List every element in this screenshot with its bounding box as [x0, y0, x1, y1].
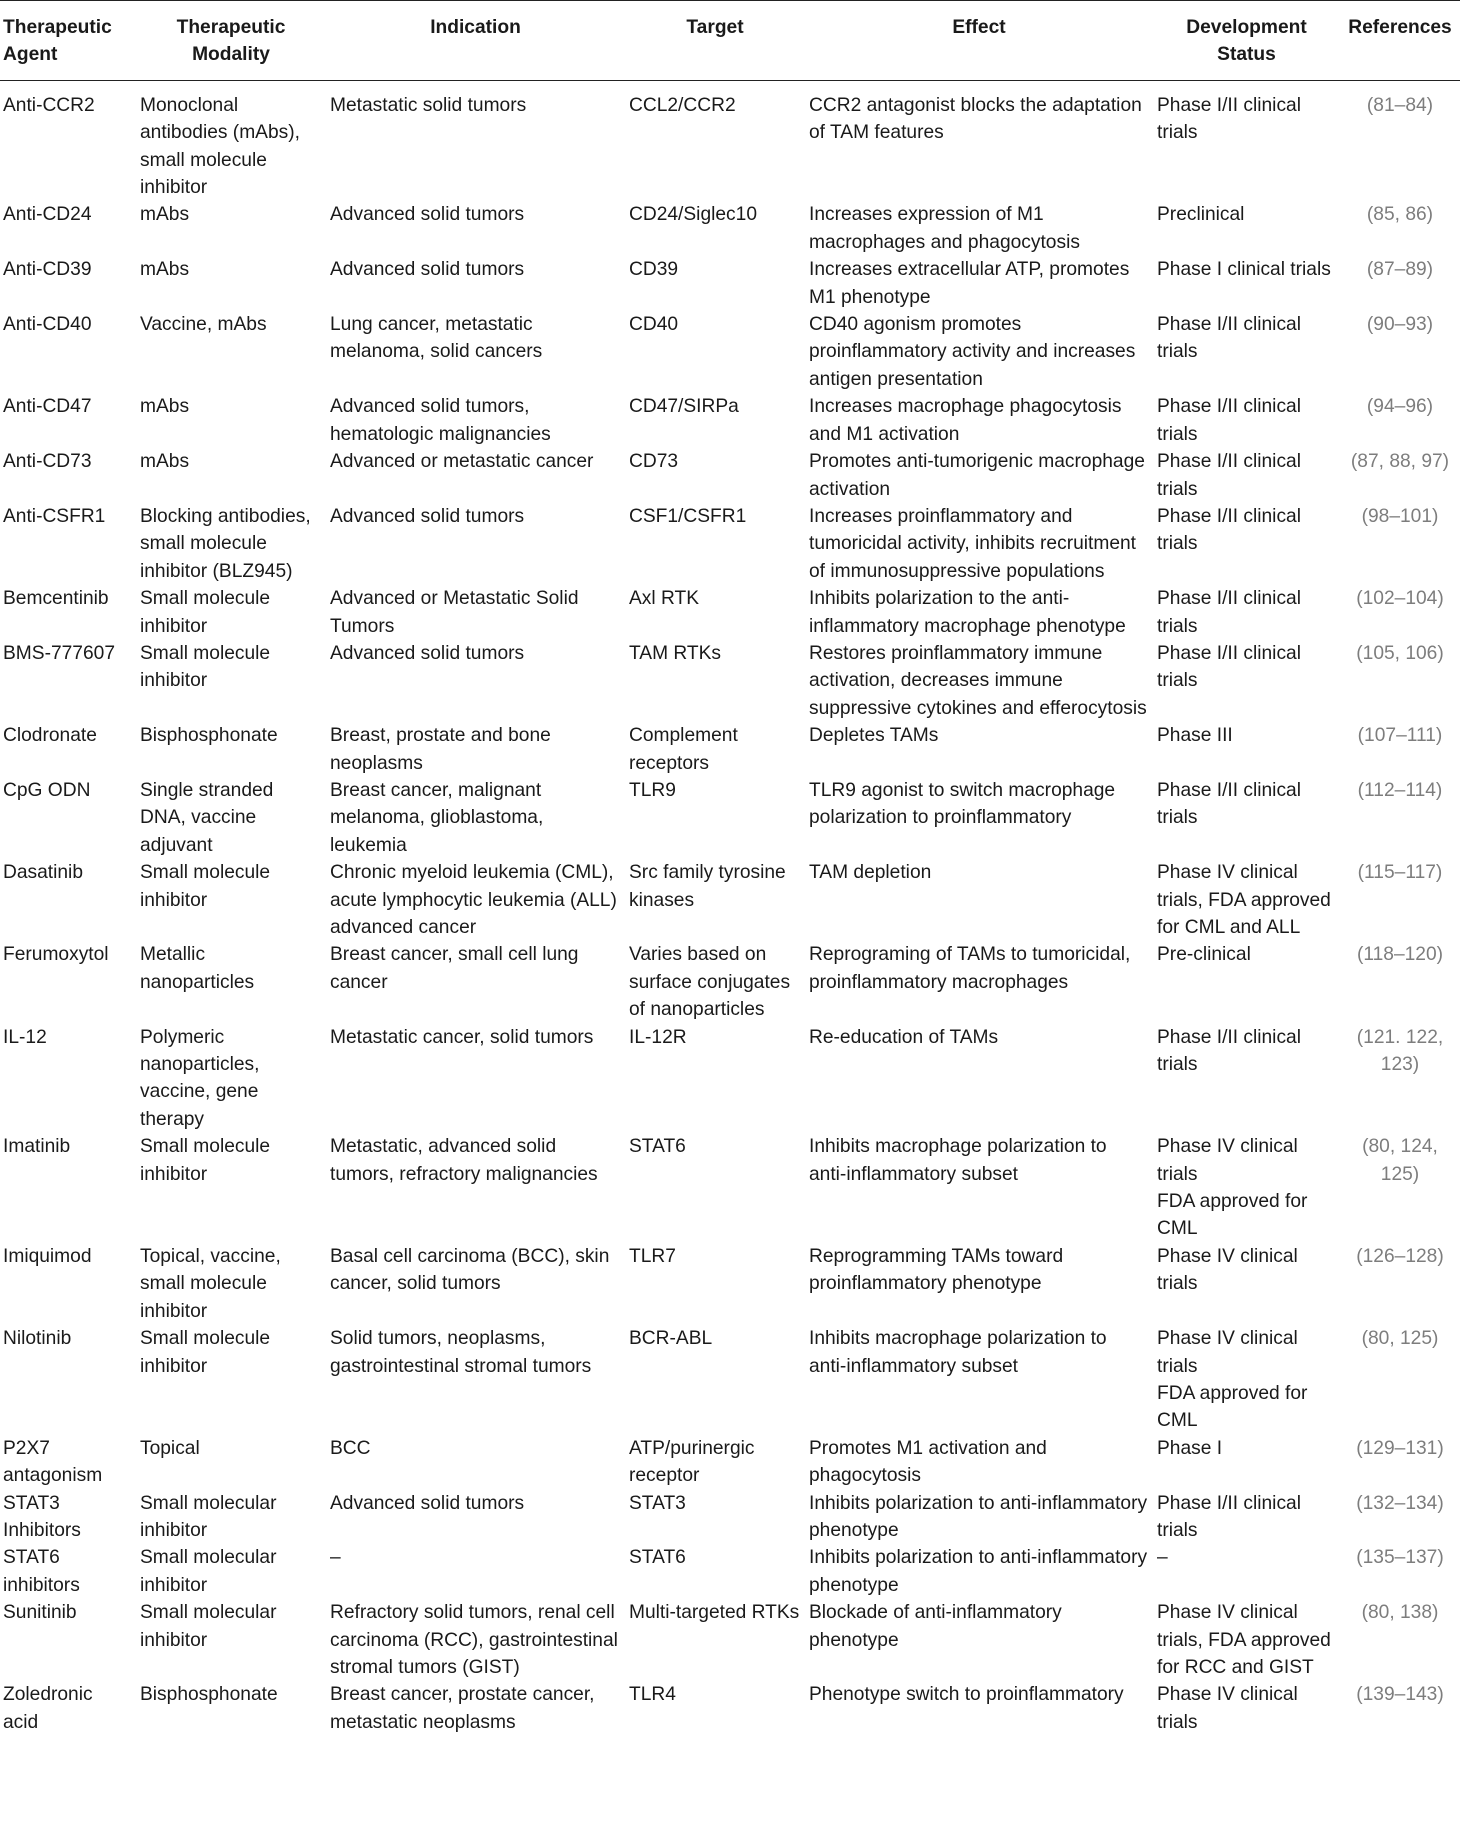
table-row — [0, 1325, 1460, 1435]
cell-target: CD24/Siglec10 — [629, 204, 757, 226]
cell-refs: (105, 106) — [1356, 642, 1444, 664]
cell-status: – — [1157, 1547, 1168, 1569]
cell-modality: Topical — [140, 1437, 200, 1459]
cell-indication: Breast, prostate and bone neoplasms — [330, 725, 551, 774]
table-row — [0, 311, 1460, 393]
cell-refs: (132–134) — [1356, 1492, 1444, 1514]
cell-effect: Re-education of TAMs — [809, 1026, 999, 1048]
status-line: FDA approved for CML — [1157, 1382, 1308, 1432]
cell-agent: Sunitinib — [3, 1602, 77, 1624]
cell-refs: (126–128) — [1356, 1245, 1444, 1267]
col-header-indication: Indication — [326, 1, 625, 81]
cell-effect: Inhibits macrophage polarization to anti-inflammatory subset — [809, 1328, 1107, 1377]
cell-agent: Nilotinib — [3, 1328, 72, 1350]
cell-effect: Blockade of anti-inflammatory phenotype — [809, 1602, 1062, 1651]
cell-status: Phase I/II clinical trials — [1157, 1026, 1301, 1076]
cell-agent: BMS-777607 — [3, 642, 115, 664]
cell-modality: mAbs — [140, 204, 190, 226]
cell-agent: P2X7 antagonism — [3, 1437, 103, 1487]
table-row — [0, 1490, 1460, 1545]
cell-effect: Reprograming of TAMs to tumoricidal, proinflammatory macrophages — [809, 944, 1131, 993]
cell-status: Pre-clinical — [1157, 944, 1251, 966]
cell-effect: Promotes anti-tumorigenic macrophage activation — [809, 451, 1145, 500]
table-row — [0, 1024, 1460, 1134]
cell-status: Phase IV clinical trials — [1157, 1684, 1298, 1733]
header-row — [0, 1, 1460, 81]
cell-target: STAT6 — [629, 1136, 686, 1158]
cell-effect: Increases macrophage phagocytosis and M1 activation — [809, 396, 1122, 445]
cell-modality: mAbs — [140, 396, 190, 418]
cell-agent: Ferumoxytol — [3, 944, 109, 966]
cell-target: Src family tyrosine kinases — [629, 862, 786, 911]
table-body — [0, 80, 1460, 1736]
cell-modality: Small molecule inhibitor — [140, 642, 271, 692]
cell-modality: Polymeric nanoparticles, vaccine, gene therapy — [140, 1026, 260, 1130]
cell-indication: Advanced solid tumors — [330, 259, 525, 281]
table-row — [0, 859, 1460, 941]
table-row — [0, 1544, 1460, 1599]
col-header-target: Target — [625, 1, 805, 81]
cell-status: Phase I clinical trials — [1157, 259, 1331, 281]
cell-target: ATP/purinergic receptor — [629, 1437, 755, 1487]
cell-target: Complement receptors — [629, 725, 738, 774]
cell-target: TLR9 — [629, 779, 676, 801]
cell-refs: (80, 125) — [1361, 1328, 1439, 1350]
cell-status: Phase I/II clinical trials — [1157, 588, 1301, 637]
cell-modality: Small molecular inhibitor — [140, 1602, 277, 1651]
cell-effect: Inhibits polarization to anti-inflammatory phenotype — [809, 1547, 1148, 1596]
cell-status: Phase I/II clinical trials — [1157, 779, 1301, 829]
status-line: Phase IV clinical trials — [1157, 1136, 1298, 1185]
table-row — [0, 448, 1460, 503]
cell-refs: (94–96) — [1366, 396, 1434, 418]
cell-indication: Metastatic cancer, solid tumors — [330, 1026, 594, 1048]
cell-status — [1153, 1325, 1340, 1435]
cell-agent: Anti-CSFR1 — [3, 505, 106, 527]
cell-agent: Anti-CD39 — [3, 259, 92, 281]
cell-indication: Solid tumors, neoplasms, gastrointestinal stromal tumors — [330, 1328, 592, 1377]
cell-target: STAT6 — [629, 1547, 686, 1569]
cell-status: Phase I/II clinical trials — [1157, 451, 1301, 500]
cell-target: CCL2/CCR2 — [629, 94, 736, 116]
cell-modality: Single stranded DNA, vaccine adjuvant — [140, 779, 274, 856]
cell-effect: Restores proinflammatory immune activation, decreases immune suppressive cytokines and efferocytosis — [809, 642, 1147, 719]
cell-status: Phase I/II clinical trials — [1157, 642, 1301, 692]
cell-indication: Advanced or Metastatic Solid Tumors — [330, 588, 579, 637]
cell-agent: Anti-CD73 — [3, 451, 92, 473]
cell-modality: Small molecular inhibitor — [140, 1492, 277, 1541]
table-row — [0, 1435, 1460, 1490]
cell-indication: Breast cancer, prostate cancer, metastatic neoplasms — [330, 1684, 595, 1733]
cell-agent: Clodronate — [3, 725, 97, 747]
cell-status: Phase I/II clinical trials — [1157, 505, 1301, 555]
cell-effect: Depletes TAMs — [809, 725, 939, 747]
cell-agent: Anti-CD24 — [3, 204, 92, 226]
cell-modality: Bisphosphonate — [140, 725, 278, 747]
cell-target: IL-12R — [629, 1026, 687, 1048]
col-header-references: References — [1340, 1, 1460, 81]
table-row — [0, 722, 1460, 777]
cell-agent: Imatinib — [3, 1136, 71, 1158]
cell-refs: (98–101) — [1361, 505, 1439, 527]
cell-effect: Inhibits macrophage polarization to anti-inflammatory subset — [809, 1136, 1107, 1185]
cell-modality: Blocking antibodies, small molecule inhibitor (BLZ945) — [140, 505, 311, 582]
cell-modality: Bisphosphonate — [140, 1684, 278, 1706]
cell-status: Phase IV clinical trials, FDA approved for RCC and GIST — [1157, 1602, 1331, 1678]
cell-indication: Breast cancer, small cell lung cancer — [330, 944, 579, 993]
cell-modality: mAbs — [140, 259, 190, 281]
table-row — [0, 393, 1460, 448]
cell-target: Varies based on surface conjugates of nanoparticles — [629, 944, 791, 1021]
table-row — [0, 256, 1460, 311]
cell-effect: Promotes M1 activation and phagocytosis — [809, 1437, 1047, 1487]
cell-status: Phase I — [1157, 1437, 1223, 1459]
cell-indication: Advanced solid tumors — [330, 505, 525, 527]
cell-agent: STAT6 inhibitors — [3, 1547, 80, 1596]
cell-indication: Breast cancer, malignant melanoma, glioblastoma, leukemia — [330, 779, 544, 856]
cell-agent: STAT3 Inhibitors — [3, 1492, 81, 1541]
cell-refs: (118–120) — [1356, 944, 1444, 966]
cell-status: Phase IV clinical trials, FDA approved for CML and ALL — [1157, 862, 1331, 938]
cell-status: Phase I/II clinical trials — [1157, 396, 1301, 445]
status-line: FDA approved for CML — [1157, 1191, 1308, 1240]
cell-effect: Inhibits polarization to the anti-inflammatory macrophage phenotype — [809, 588, 1126, 637]
cell-target: Multi-targeted RTKs — [629, 1602, 800, 1624]
cell-effect: CCR2 antagonist blocks the adaptation of TAM features — [809, 94, 1142, 144]
cell-modality: Topical, vaccine, small molecule inhibitor — [140, 1245, 281, 1322]
cell-refs: (85, 86) — [1366, 204, 1434, 226]
cell-refs: (115–117) — [1357, 862, 1443, 884]
cell-status: Phase I/II clinical trials — [1157, 94, 1301, 144]
cell-indication: – — [330, 1547, 341, 1569]
cell-effect: Increases extracellular ATP, promotes M1 phenotype — [809, 259, 1130, 308]
cell-effect: TLR9 agonist to switch macrophage polarization to proinflammatory — [809, 779, 1116, 829]
cell-target: CD73 — [629, 451, 679, 473]
cell-status — [1153, 1133, 1340, 1243]
cell-indication: Advanced or metastatic cancer — [330, 451, 594, 473]
cell-indication: Refractory solid tumors, renal cell carcinoma (RCC), gastrointestinal stromal tumors (GIST) — [330, 1602, 618, 1678]
cell-agent: Dasatinib — [3, 862, 83, 884]
cell-target: TLR4 — [629, 1684, 676, 1706]
cell-effect: Inhibits polarization to anti-inflammatory phenotype — [809, 1492, 1148, 1541]
cell-refs: (87, 88, 97) — [1350, 451, 1450, 473]
status-line: Phase IV clinical trials — [1157, 1328, 1298, 1377]
cell-refs: (129–131) — [1356, 1437, 1444, 1459]
cell-modality: Vaccine, mAbs — [140, 314, 267, 336]
cell-modality: mAbs — [140, 451, 190, 473]
cell-refs: (87–89) — [1366, 259, 1434, 281]
cell-target: TLR7 — [629, 1245, 676, 1267]
cell-agent: Bemcentinib — [3, 588, 109, 610]
cell-effect: Increases expression of M1 macrophages and phagocytosis — [809, 204, 1080, 253]
cell-agent: Zoledronic acid — [3, 1684, 93, 1733]
table-row — [0, 503, 1460, 585]
cell-target: CD47/SIRPa — [629, 396, 739, 418]
cell-status: Preclinical — [1157, 204, 1245, 226]
cell-refs: (135–137) — [1356, 1547, 1444, 1569]
cell-indication: Advanced solid tumors, hematologic malignancies — [330, 396, 551, 445]
cell-status: Phase I/II clinical trials — [1157, 314, 1301, 363]
cell-target: Axl RTK — [629, 588, 700, 610]
table-row — [0, 640, 1460, 722]
cell-agent: Anti-CD40 — [3, 314, 92, 336]
cell-effect: Increases proinflammatory and tumoricidal activity, inhibits recruitment of immunosuppressive populations — [809, 505, 1137, 582]
cell-agent: IL-12 — [3, 1026, 47, 1048]
cell-target: CSF1/CSFR1 — [629, 505, 747, 527]
cell-modality: Small molecule inhibitor — [140, 588, 271, 637]
cell-modality: Small molecule inhibitor — [140, 1136, 271, 1185]
cell-refs: (107–111) — [1357, 725, 1443, 747]
col-header-status: Development Status — [1153, 1, 1340, 81]
cell-refs: (90–93) — [1366, 314, 1434, 336]
table-row — [0, 1599, 1460, 1681]
cell-agent: CpG ODN — [3, 779, 91, 801]
cell-refs: (80, 124, 125) — [1362, 1136, 1438, 1185]
col-header-effect: Effect — [805, 1, 1153, 81]
col-header-modality: Therapeutic Modality — [136, 1, 326, 81]
cell-indication: Metastatic solid tumors — [330, 94, 527, 116]
cell-status: Phase III — [1157, 725, 1233, 747]
cell-effect: Reprogramming TAMs toward proinflammatory phenotype — [809, 1245, 1064, 1295]
cell-modality: Small molecule inhibitor — [140, 862, 271, 911]
cell-refs: (112–114) — [1357, 779, 1443, 801]
cell-indication: Chronic myeloid leukemia (CML), acute lymphocytic leukemia (ALL) advanced cancer — [330, 862, 617, 938]
table-row — [0, 80, 1460, 201]
cell-modality: Monoclonal antibodies (mAbs), small molecule inhibitor — [140, 94, 300, 199]
cell-indication: Lung cancer, metastatic melanoma, solid cancers — [330, 314, 543, 363]
cell-indication: Advanced solid tumors — [330, 642, 525, 664]
cell-agent: Anti-CCR2 — [3, 94, 95, 116]
cell-refs: (139–143) — [1356, 1684, 1444, 1706]
cell-target: STAT3 — [629, 1492, 686, 1514]
cell-refs: (81–84) — [1366, 94, 1434, 116]
cell-effect: Phenotype switch to proinflammatory — [809, 1684, 1124, 1706]
cell-modality: Small molecule inhibitor — [140, 1328, 271, 1377]
cell-agent: Imiquimod — [3, 1245, 92, 1267]
cell-refs: (121. 122, 123) — [1356, 1026, 1444, 1076]
cell-modality: Metallic nanoparticles — [140, 944, 255, 993]
cell-effect: CD40 agonism promotes proinflammatory activity and increases antigen presentation — [809, 314, 1136, 390]
table-row — [0, 1133, 1460, 1243]
table-row — [0, 1681, 1460, 1736]
table-row — [0, 585, 1460, 640]
cell-target: CD39 — [629, 259, 679, 281]
cell-refs: (80, 138) — [1361, 1602, 1439, 1624]
cell-indication: Advanced solid tumors — [330, 204, 525, 226]
cell-indication: Metastatic, advanced solid tumors, refractory malignancies — [330, 1136, 598, 1185]
cell-target: CD40 — [629, 314, 679, 336]
table-row — [0, 201, 1460, 256]
table-row — [0, 777, 1460, 859]
cell-indication: Basal cell carcinoma (BCC), skin cancer, solid tumors — [330, 1245, 610, 1295]
cell-effect: TAM depletion — [809, 862, 932, 884]
cell-target: TAM RTKs — [629, 642, 722, 664]
table-row — [0, 941, 1460, 1023]
cell-indication: Advanced solid tumors — [330, 1492, 525, 1514]
table-row — [0, 1243, 1460, 1325]
cell-status: Phase I/II clinical trials — [1157, 1492, 1301, 1541]
cell-agent: Anti-CD47 — [3, 396, 92, 418]
cell-modality: Small molecular inhibitor — [140, 1547, 277, 1596]
cell-refs: (102–104) — [1356, 588, 1444, 610]
cell-status: Phase IV clinical trials — [1157, 1245, 1298, 1295]
cell-indication: BCC — [330, 1437, 371, 1459]
cell-target: BCR-ABL — [629, 1328, 713, 1350]
col-header-agent: Therapeutic Agent — [0, 1, 136, 81]
